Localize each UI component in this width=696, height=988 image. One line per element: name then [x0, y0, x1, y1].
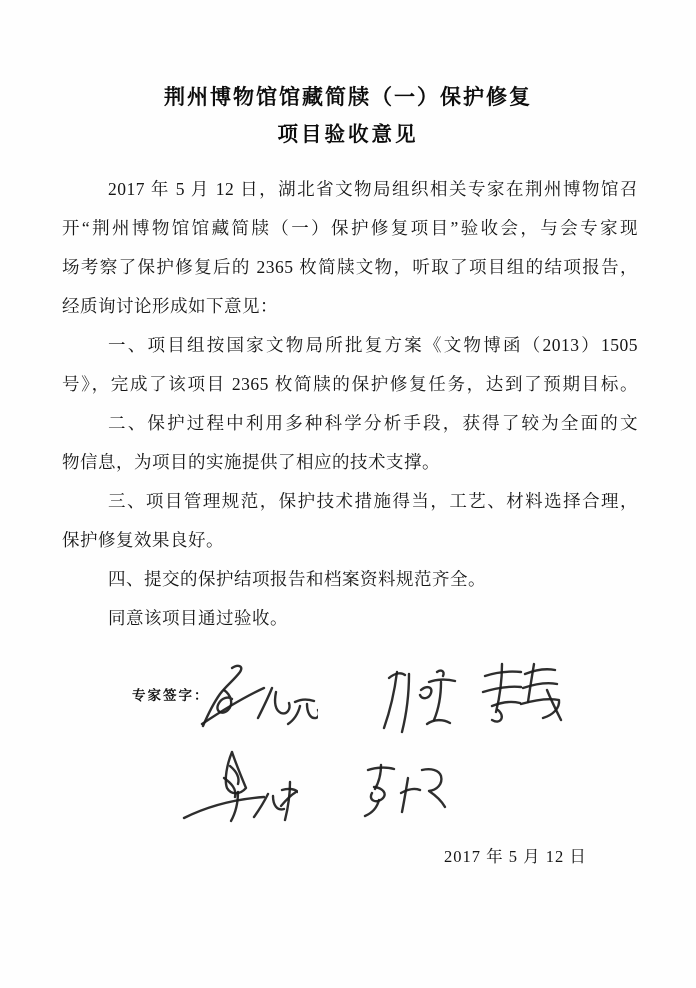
body-line-9: 三、项目管理规范，保护技术措施得当，工艺、材料选择合理，	[108, 491, 638, 511]
signature-4-handwriting	[180, 748, 298, 824]
signature-2-handwriting	[377, 666, 463, 738]
body-line-11: 四、提交的保护结项报告和档案资料规范齐全。	[108, 569, 486, 589]
document-title-line1: 荆州博物馆馆藏简牍（一）保护修复	[164, 86, 532, 109]
signature-1-ink	[198, 662, 318, 740]
body-line-2: 开“荆州博物馆馆藏简牍（一）保护修复项目”验收会，与会专家现	[62, 218, 638, 238]
body-line-4: 经质询讨论形成如下意见：	[62, 296, 278, 316]
body-line-8: 物信息，为项目的实施提供了相应的技术支撑。	[62, 452, 440, 472]
body-line-5: 一、项目组按国家文物局所批复方案《文物博函（2013）1505	[108, 335, 638, 355]
signature-2-ink	[377, 666, 463, 738]
expert-signature-label: 专家签字：	[132, 688, 210, 703]
signature-3-ink	[477, 660, 565, 728]
document-date: 2017 年 5 月 12 日	[444, 847, 587, 866]
body-line-6: 号》，完成了该项目 2365 枚简牍的保护修复任务，达到了预期目标。	[62, 374, 638, 394]
body-line-10: 保护修复效果良好。	[62, 530, 224, 550]
body-line-1: 2017 年 5 月 12 日，湖北省文物局组织相关专家在荆州博物馆召	[108, 179, 638, 199]
body-line-7: 二、保护过程中利用多种科学分析手段，获得了较为全面的文	[108, 413, 638, 433]
document-title-line2: 项目验收意见	[277, 123, 419, 146]
signature-5-ink	[356, 762, 448, 818]
signature-4-ink	[180, 748, 298, 824]
signature-5-handwriting	[356, 762, 448, 818]
body-line-3: 场考察了保护修复后的 2365 枚简牍文物，听取了项目组的结项报告，	[62, 257, 638, 277]
signature-3-handwriting	[477, 660, 565, 728]
signature-1-handwriting	[198, 662, 318, 740]
body-line-12: 同意该项目通过验收。	[108, 608, 288, 628]
document-body	[62, 170, 638, 638]
